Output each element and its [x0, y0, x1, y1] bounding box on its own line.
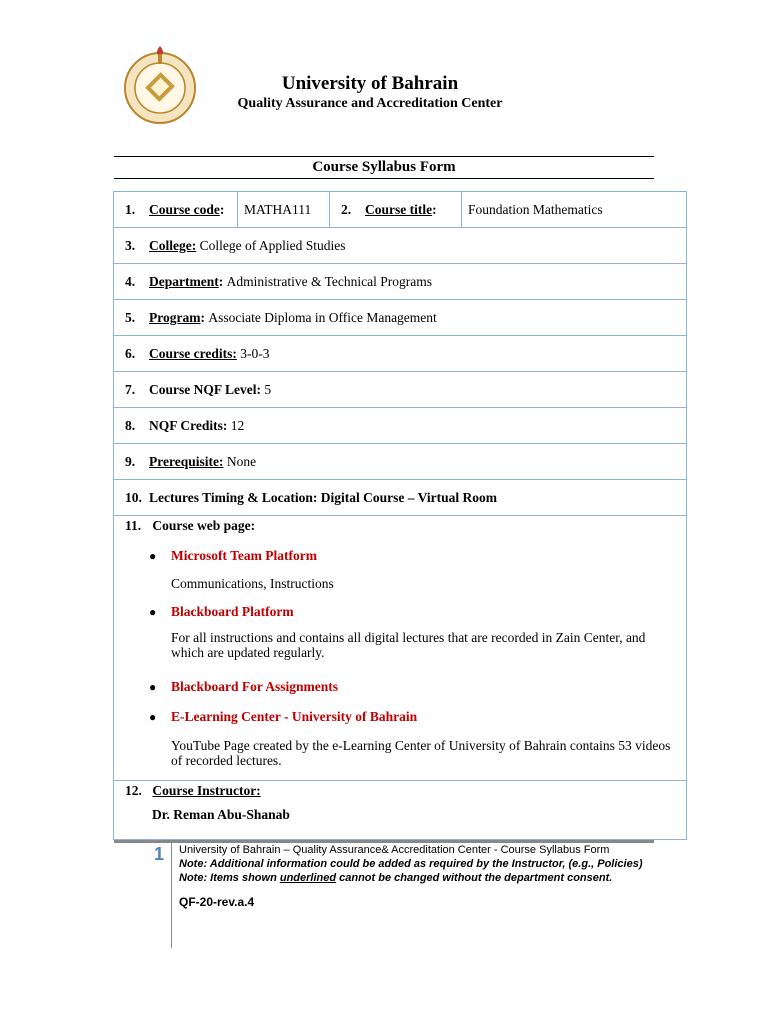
row-web-page	[114, 516, 686, 781]
row-number: 3.	[125, 237, 136, 253]
bullet-icon: ●	[149, 604, 157, 619]
web-page-label: Course web page:	[152, 518, 256, 533]
platform-item[interactable]	[125, 672, 674, 702]
program-value: Associate Diploma in Office Management	[208, 309, 437, 325]
row-number: 8.	[125, 417, 136, 433]
row-number: 7.	[125, 381, 136, 397]
nqf-level-value: 5	[264, 381, 272, 397]
footer-line: University of Bahrain – Quality Assurance& Accreditation Center - Course Syllabus Form	[179, 844, 610, 856]
platform-name[interactable]: Blackboard For Assignments	[171, 679, 339, 694]
platform-description: YouTube Page created by the e-Learning Center of University of Bahrain contains 53 videos of recorded lectures.	[171, 738, 671, 768]
note-suffix: cannot be changed without the department consent.	[336, 872, 613, 884]
row-prerequisite	[114, 444, 686, 480]
row-course-code-title	[114, 192, 686, 228]
note-underlined: underlined	[279, 872, 337, 884]
course-title-label: Course title	[365, 201, 433, 217]
department-label: Department	[149, 273, 219, 289]
course-title-value: Foundation Mathematics	[468, 201, 603, 217]
row-number: 6.	[125, 345, 136, 361]
platform-item[interactable]	[125, 542, 674, 570]
bullet-icon: ●	[149, 548, 157, 563]
row-number: 4.	[125, 273, 136, 289]
syllabus-table	[113, 191, 687, 840]
row-college	[114, 228, 686, 264]
bullet-icon: ●	[149, 679, 157, 694]
row-number: 12.	[125, 783, 142, 798]
row-program: 5. Program : Associate Diploma in Office Management	[114, 300, 686, 336]
department-value: Administrative & Technical Programs	[226, 273, 432, 289]
bottom-rule	[114, 178, 654, 179]
prerequisite-value: None	[226, 453, 257, 469]
top-rule	[114, 156, 654, 157]
row-number: 5.	[125, 309, 136, 325]
prerequisite-label: Prerequisite:	[149, 453, 224, 469]
row-nqf-credits	[114, 408, 686, 444]
footer-note: Note: Additional information could be added as required by the Instructor, (e.g., Policies)	[179, 858, 643, 870]
credits-label: Course credits:	[149, 345, 237, 361]
web-page-heading	[125, 516, 674, 542]
course-code-label: Course code	[149, 201, 220, 217]
row-number: 9.	[125, 453, 136, 469]
course-code-value-cell	[238, 192, 330, 227]
nqf-level-label: Course NQF Level:	[149, 381, 261, 397]
platform-item[interactable]	[125, 702, 674, 732]
row-department: 4. Department : Administrative & Technical Programs	[114, 264, 686, 300]
row-instructor	[114, 781, 686, 839]
web-page-section	[114, 516, 686, 768]
platform-item[interactable]	[125, 598, 674, 626]
page-number: 1	[154, 844, 165, 864]
footer-note	[179, 871, 659, 885]
center-subtitle: Quality Assurance and Accreditation Center	[237, 96, 503, 111]
instructor-heading	[114, 781, 686, 799]
course-title-value-cell	[462, 192, 603, 227]
footer-text	[179, 843, 659, 909]
row-credits	[114, 336, 686, 372]
nqf-credits-label: NQF Credits:	[149, 417, 228, 433]
row-nqf-level	[114, 372, 686, 408]
course-code-value: MATHA111	[244, 201, 312, 217]
row-number: 10.	[125, 489, 142, 505]
row-number: 11.	[125, 518, 142, 533]
college-value: College of Applied Studies	[199, 237, 346, 253]
credits-value: 3-0-3	[240, 345, 270, 361]
instructor-label: Course Instructor:	[152, 783, 261, 798]
form-code: QF-20-rev.a.4	[179, 895, 255, 909]
platform-description: For all instructions and contains all digital lectures that are recorded in Zain Center, and which are updated regularly.	[171, 630, 646, 660]
platform-name[interactable]: E-Learning Center - University of Bahrain	[171, 709, 418, 724]
footer-vertical-line	[171, 843, 172, 948]
lectures-timing-location: Lectures Timing & Location: Digital Course – Virtual Room	[149, 489, 497, 505]
platform-name[interactable]: Microsoft Team Platform	[171, 548, 317, 563]
row-number: 2.	[341, 201, 352, 217]
row-number: 1.	[125, 201, 136, 217]
instructor-name: Dr. Reman Abu-Shanab	[152, 807, 290, 822]
college-label: College:	[149, 237, 197, 253]
course-code-label-cell: 1. Course code :	[114, 192, 238, 227]
row-lectures	[114, 480, 686, 516]
university-title: University of Bahrain	[281, 73, 459, 94]
form-title: Course Syllabus Form	[312, 159, 456, 175]
platform-description: Communications, Instructions	[171, 576, 334, 591]
nqf-credits-value: 12	[230, 417, 245, 433]
course-title-label-cell: 2. Course title :	[330, 192, 462, 227]
note-prefix: Note: Items shown	[179, 872, 280, 884]
program-label: Program	[149, 309, 201, 325]
bullet-icon: ●	[149, 709, 157, 724]
platform-name[interactable]: Blackboard Platform	[171, 604, 294, 619]
